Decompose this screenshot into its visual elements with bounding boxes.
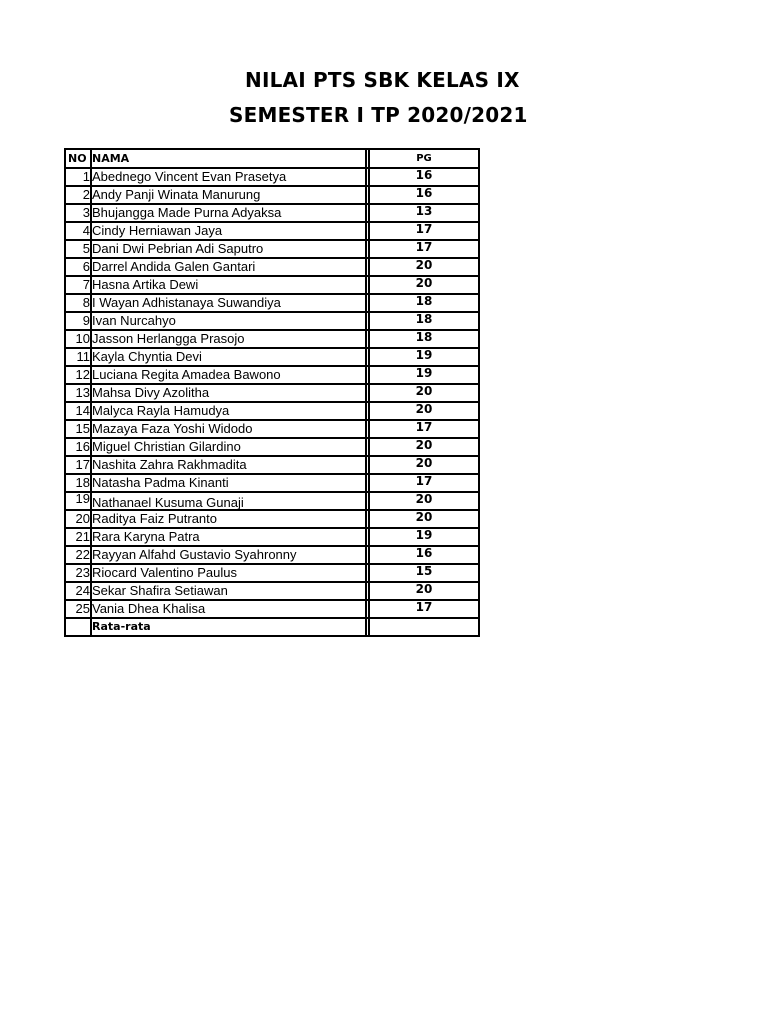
student-name-text: Abednego Vincent Evan Prasetya [92, 169, 287, 184]
student-name-text: Nathanael Kusuma Gunaji [92, 495, 244, 510]
student-name [91, 456, 366, 474]
student-name-text: Ivan Nurcahyo [92, 313, 176, 328]
student-name [91, 348, 366, 366]
student-name [91, 438, 366, 456]
header-no: NO [65, 149, 91, 168]
student-name [91, 366, 366, 384]
row-number: 4 [65, 222, 91, 240]
average-label: Rata-rata [91, 618, 366, 636]
pg-score [369, 456, 479, 474]
table-row [65, 204, 479, 222]
pg-score-text: 16 [415, 168, 433, 182]
row-number: 5 [65, 240, 91, 258]
pg-score [369, 438, 479, 456]
table-row [65, 366, 479, 384]
row-number: 17 [65, 456, 91, 474]
pg-score [369, 366, 479, 384]
row-number: 23 [65, 564, 91, 582]
student-name [91, 312, 366, 330]
student-name [91, 186, 366, 204]
table-row [65, 330, 479, 348]
pg-score-text: 17 [415, 600, 433, 614]
table-row [65, 168, 479, 186]
row-number: 13 [65, 384, 91, 402]
pg-score [369, 510, 479, 528]
grades-table-body [65, 149, 479, 636]
student-name-text: Vania Dhea Khalisa [92, 601, 206, 616]
pg-score-text: 18 [415, 330, 433, 344]
pg-score-text: 20 [415, 276, 433, 290]
student-name-text: Sekar Shafira Setiawan [92, 583, 228, 598]
row-number: 19 [65, 492, 91, 510]
pg-score-text: 20 [415, 438, 433, 452]
table-row [65, 492, 479, 510]
pg-score-text: 17 [415, 222, 433, 236]
table-row [65, 348, 479, 366]
pg-score [369, 186, 479, 204]
grades-table [64, 148, 480, 637]
pg-score [369, 258, 479, 276]
pg-score-text: 17 [415, 420, 433, 434]
pg-score-text: 16 [415, 186, 433, 200]
pg-score-text: 13 [415, 204, 433, 218]
student-name-text: Hasna Artika Dewi [92, 277, 199, 292]
table-row [65, 528, 479, 546]
table-row [65, 600, 479, 618]
pg-score-text: 18 [415, 312, 433, 326]
average-no-cell [65, 618, 91, 636]
student-name-text: Nashita Zahra Rakhmadita [92, 457, 247, 472]
student-name [91, 474, 366, 492]
row-number: 12 [65, 366, 91, 384]
pg-score [369, 276, 479, 294]
table-row [65, 474, 479, 492]
row-number: 10 [65, 330, 91, 348]
pg-score-text: 19 [415, 528, 433, 542]
pg-score [369, 420, 479, 438]
pg-score [369, 528, 479, 546]
student-name-text: Natasha Padma Kinanti [92, 475, 229, 490]
student-name-text: Luciana Regita Amadea Bawono [92, 367, 281, 382]
student-name-text: Cindy Herniawan Jaya [92, 223, 223, 238]
pg-score [369, 546, 479, 564]
student-name-text: Bhujangga Made Purna Adyaksa [92, 205, 282, 220]
pg-score-text: 18 [415, 294, 433, 308]
student-name [91, 240, 366, 258]
row-number: 6 [65, 258, 91, 276]
pg-score-text: 20 [415, 582, 433, 596]
table-row [65, 312, 479, 330]
pg-score [369, 402, 479, 420]
student-name-text: Dani Dwi Pebrian Adi Saputro [92, 241, 264, 256]
pg-score [369, 474, 479, 492]
table-row [65, 510, 479, 528]
pg-score [369, 348, 479, 366]
row-number: 16 [65, 438, 91, 456]
row-number: 18 [65, 474, 91, 492]
table-row [65, 420, 479, 438]
pg-score [369, 204, 479, 222]
student-name-text: Jasson Herlangga Prasojo [92, 331, 245, 346]
pg-score-text: 20 [415, 510, 433, 524]
pg-score [369, 582, 479, 600]
row-number: 20 [65, 510, 91, 528]
row-number: 21 [65, 528, 91, 546]
pg-score-text: 20 [415, 492, 433, 506]
student-name [91, 330, 366, 348]
pg-score-text: 20 [415, 384, 433, 398]
student-name [91, 528, 366, 546]
row-number: 2 [65, 186, 91, 204]
pg-score-text: 20 [415, 402, 433, 416]
pg-score-text: 17 [415, 474, 433, 488]
table-row [65, 438, 479, 456]
pg-score-text: 17 [415, 240, 433, 254]
student-name [91, 168, 366, 186]
pg-score [369, 384, 479, 402]
row-number: 15 [65, 420, 91, 438]
row-number: 24 [65, 582, 91, 600]
student-name [91, 546, 366, 564]
header-score: PG [369, 149, 479, 168]
row-number: 3 [65, 204, 91, 222]
row-number: 11 [65, 348, 91, 366]
student-name [91, 258, 366, 276]
title-line-1: NILAI PTS SBK KELAS IX [245, 68, 520, 92]
student-name-text: Mahsa Divy Azolitha [92, 385, 210, 400]
average-value [369, 618, 479, 636]
pg-score [369, 492, 479, 510]
student-name [91, 222, 366, 240]
title-line-2: SEMESTER I TP 2020/2021 [229, 103, 528, 127]
row-number: 7 [65, 276, 91, 294]
table-row [65, 546, 479, 564]
student-name [91, 384, 366, 402]
student-name [91, 492, 366, 510]
row-number: 22 [65, 546, 91, 564]
pg-score-text: 19 [415, 348, 433, 362]
student-name-text: Rayyan Alfahd Gustavio Syahronny [92, 547, 297, 562]
table-row [65, 222, 479, 240]
student-name-text: Mazaya Faza Yoshi Widodo [92, 421, 253, 436]
pg-score [369, 564, 479, 582]
student-name [91, 420, 366, 438]
row-number: 9 [65, 312, 91, 330]
student-name [91, 204, 366, 222]
table-row [65, 564, 479, 582]
pg-score [369, 168, 479, 186]
table-header-row [65, 149, 479, 168]
student-name-text: Darrel Andida Galen Gantari [92, 259, 256, 274]
row-number: 14 [65, 402, 91, 420]
student-name [91, 600, 366, 618]
table-row [65, 276, 479, 294]
pg-score [369, 294, 479, 312]
pg-score [369, 222, 479, 240]
student-name-text: Malyca Rayla Hamudya [92, 403, 230, 418]
pg-score-text: 15 [415, 564, 433, 578]
row-number: 8 [65, 294, 91, 312]
table-row [65, 384, 479, 402]
student-name-text: Kayla Chyntia Devi [92, 349, 202, 364]
row-number: 25 [65, 600, 91, 618]
row-number: 1 [65, 168, 91, 186]
student-name [91, 294, 366, 312]
pg-score [369, 312, 479, 330]
student-name [91, 564, 366, 582]
table-row [65, 456, 479, 474]
table-row [65, 240, 479, 258]
student-name-text: I Wayan Adhistanaya Suwandiya [92, 295, 281, 310]
pg-score-text: 20 [415, 456, 433, 470]
average-row [65, 618, 479, 636]
student-name [91, 582, 366, 600]
pg-score-text: 16 [415, 546, 433, 560]
table-row [65, 258, 479, 276]
pg-score [369, 600, 479, 618]
student-name [91, 510, 366, 528]
student-name-text: Rara Karyna Patra [92, 529, 200, 544]
table-row [65, 402, 479, 420]
pg-score [369, 330, 479, 348]
header-name: NAMA [91, 149, 366, 168]
student-name-text: Miguel Christian Gilardino [92, 439, 241, 454]
student-name [91, 402, 366, 420]
student-name-text: Raditya Faiz Putranto [92, 511, 218, 526]
table-row [65, 582, 479, 600]
student-name [91, 276, 366, 294]
table-row [65, 186, 479, 204]
student-name-text: Riocard Valentino Paulus [92, 565, 238, 580]
pg-score [369, 240, 479, 258]
pg-score-text: 19 [415, 366, 433, 380]
pg-score-text: 20 [415, 258, 433, 272]
table-row [65, 294, 479, 312]
student-name-text: Andy Panji Winata Manurung [92, 187, 261, 202]
